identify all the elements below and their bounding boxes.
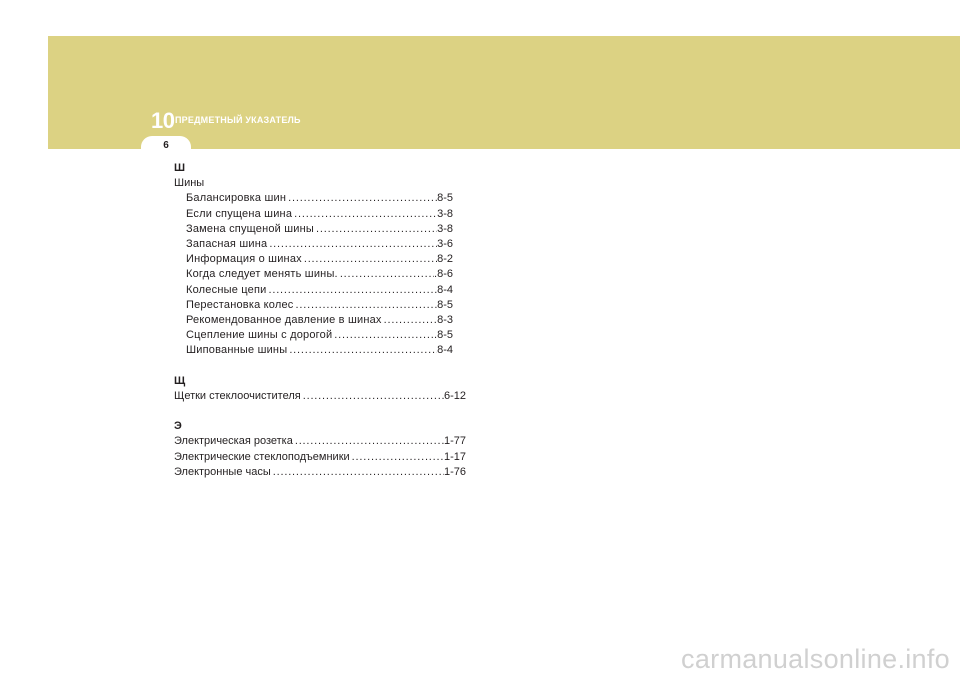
index-entry xyxy=(174,267,466,282)
section-spacer xyxy=(174,358,466,373)
chapter-title: ПРЕДМЕТНЫЙ УКАЗАТЕЛЬ xyxy=(175,115,301,125)
page-number: 6 xyxy=(163,140,169,151)
index-entry xyxy=(174,450,466,465)
index-entry xyxy=(174,434,466,449)
entry-label: Электрические стеклоподъемники xyxy=(174,450,350,463)
dot-leader xyxy=(302,252,437,267)
dot-leader xyxy=(267,237,437,252)
dot-leader xyxy=(382,313,437,328)
index-entry xyxy=(174,389,466,404)
index-entry xyxy=(174,222,466,237)
entry-label: Колесные цепи xyxy=(186,283,267,296)
index-heading-tires: Шины xyxy=(174,177,205,190)
entry-label: Перестановка колес xyxy=(186,298,294,311)
entry-label: Балансировка шин xyxy=(186,192,287,205)
entry-page: 8-5 xyxy=(437,192,453,205)
entry-label: Если спущена шина xyxy=(186,207,293,220)
chapter-number: 10 xyxy=(151,108,175,133)
index-entry xyxy=(174,191,466,206)
entry-label: Информация о шинах xyxy=(186,253,302,266)
entry-label: Шипованные шины xyxy=(186,344,288,357)
index-entry xyxy=(174,252,466,267)
dot-leader xyxy=(271,465,444,480)
entry-label: Сцепление шины с дорогой xyxy=(186,329,333,342)
subject-index xyxy=(174,161,466,480)
index-entry xyxy=(174,328,466,343)
index-letter-sha: Ш xyxy=(174,162,186,174)
index-entry xyxy=(174,313,466,328)
entry-label: Рекомендованное давление в шинах xyxy=(186,313,382,326)
index-entry xyxy=(174,298,466,313)
index-entry xyxy=(174,237,466,252)
dot-leader xyxy=(338,267,434,282)
index-entry xyxy=(174,207,466,222)
index-entry xyxy=(174,465,466,480)
entry-label: Щетки стеклоочистителя xyxy=(174,389,301,402)
index-letter-e: Э xyxy=(174,420,182,433)
dot-leader xyxy=(301,389,444,404)
entry-page: 6-12 xyxy=(443,389,466,402)
entry-label: Запасная шина xyxy=(186,237,268,250)
entry-label: Замена спущеной шины xyxy=(186,222,315,235)
entry-page: .8-5 xyxy=(434,329,453,342)
watermark: carmanualsonline.info xyxy=(681,644,950,674)
dot-leader xyxy=(287,343,437,358)
dot-leader xyxy=(293,434,444,449)
entry-page: 8-4 xyxy=(437,283,453,296)
entry-label: Электрическая розетка xyxy=(174,435,293,448)
entry-page: 8-5 xyxy=(437,298,453,311)
dot-leader xyxy=(292,207,437,222)
entry-label: Электронные часы xyxy=(174,465,271,478)
dot-leader xyxy=(350,450,444,465)
index-letter-shcha: Щ xyxy=(174,374,186,387)
dot-leader xyxy=(266,283,437,298)
entry-page: 1-76 xyxy=(443,465,466,478)
dot-leader xyxy=(314,222,437,237)
entry-page: 3-8 xyxy=(437,222,453,235)
index-entry xyxy=(174,343,466,358)
section-spacer xyxy=(174,404,466,419)
entry-page: 3-8 xyxy=(437,207,453,220)
dot-leader xyxy=(286,191,437,206)
entry-page: 8-2 xyxy=(437,253,453,266)
entry-page: 8-4 xyxy=(437,344,453,357)
entry-page: .8-6 xyxy=(434,268,453,281)
entry-page: 1-77 xyxy=(443,435,466,448)
index-entry xyxy=(174,283,466,298)
dot-leader xyxy=(332,328,434,343)
dot-leader xyxy=(294,298,438,313)
entry-page: 1-17 xyxy=(443,450,466,463)
entry-page: 8-3 xyxy=(437,313,453,326)
entry-page: 3-6 xyxy=(437,237,453,250)
entry-label: Когда следует менять шины. xyxy=(186,268,338,281)
header-banner xyxy=(48,36,960,149)
